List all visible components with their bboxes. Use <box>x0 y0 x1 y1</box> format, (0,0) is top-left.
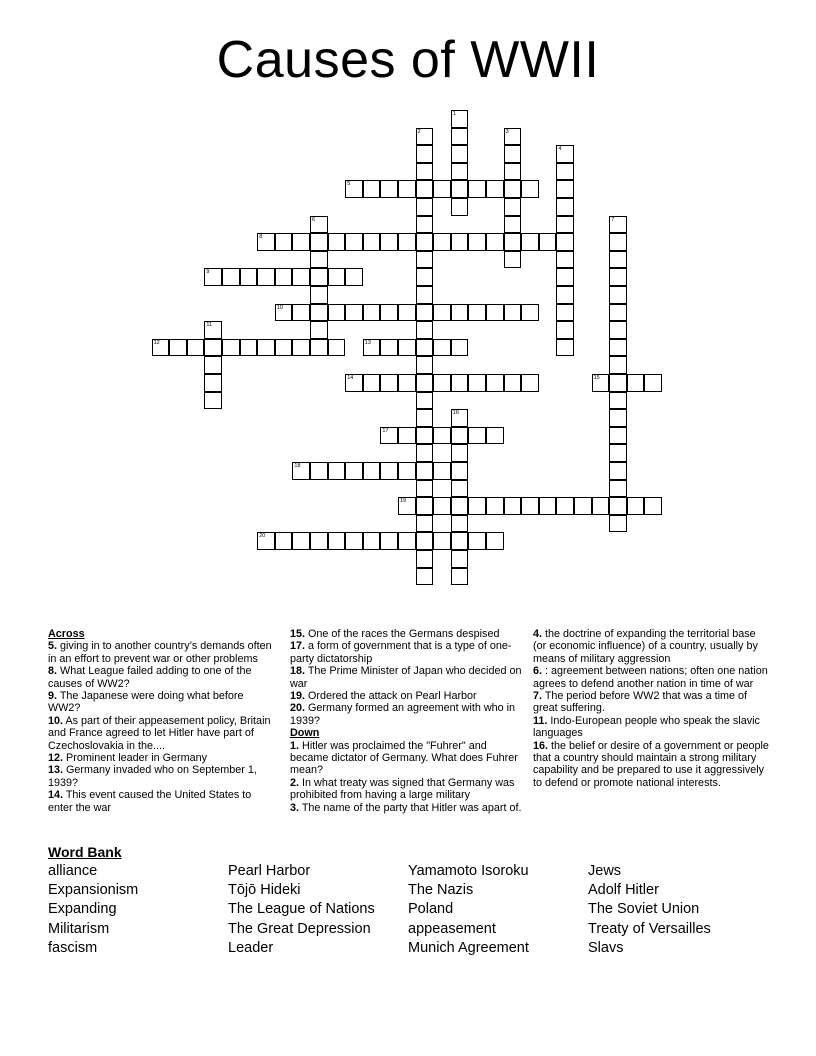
crossword-cell[interactable] <box>556 198 574 216</box>
crossword-cell[interactable] <box>609 427 627 445</box>
word-bank-item: Militarism <box>48 920 110 937</box>
crossword-cell[interactable] <box>433 532 451 550</box>
crossword-cell[interactable] <box>152 339 170 357</box>
crossword-cell[interactable] <box>310 532 328 550</box>
page-title: Causes of WWII <box>216 31 600 89</box>
crossword-cell[interactable] <box>398 462 416 480</box>
crossword-cell[interactable] <box>609 374 627 392</box>
crossword-cell[interactable] <box>451 374 469 392</box>
crossword-cell[interactable] <box>556 286 574 304</box>
crossword-cell[interactable] <box>310 321 328 339</box>
clue-down-1: 1. Hitler was proclaimed the "Fuhrer" and became dictator of Germany. What does Fuhrer mean? <box>290 739 518 777</box>
across-header: Across <box>48 628 85 640</box>
crossword-cell[interactable] <box>609 444 627 462</box>
crossword-cell[interactable] <box>521 497 539 515</box>
crossword-cell[interactable] <box>240 268 258 286</box>
clue-across-10: 10. As part of their appeasement policy, Britain and France agreed to let Hitler have part of Czechoslovakia in the.... <box>48 714 271 752</box>
crossword-cell[interactable] <box>486 497 504 515</box>
crossword-cell[interactable] <box>328 532 346 550</box>
crossword-cell[interactable] <box>416 515 434 533</box>
crossword-cell[interactable] <box>363 374 381 392</box>
crossword-cell[interactable] <box>398 497 416 515</box>
crossword-cell[interactable] <box>380 374 398 392</box>
clue-across-5: 5. giving in to another country’s demands often in an effort to prevent war or other problems <box>48 640 272 665</box>
crossword-cell[interactable] <box>609 356 627 374</box>
crossword-cell[interactable] <box>398 304 416 322</box>
word-bank-item: alliance <box>48 863 98 879</box>
crossword-cell[interactable] <box>275 233 293 251</box>
cell-number: 9 <box>206 269 210 276</box>
crossword-cell[interactable] <box>398 532 416 550</box>
crossword-cell[interactable] <box>416 409 434 427</box>
crossword-cell[interactable] <box>310 304 328 322</box>
crossword-cell[interactable] <box>398 180 416 198</box>
crossword-cell[interactable] <box>504 163 522 181</box>
crossword-cell[interactable] <box>416 251 434 269</box>
crossword-cell[interactable] <box>398 339 416 357</box>
crossword-cell[interactable] <box>556 163 574 181</box>
word-bank-item: Tōjō Hideki <box>228 882 301 899</box>
crossword-cell[interactable] <box>556 180 574 198</box>
crossword-cell[interactable] <box>416 286 434 304</box>
crossword-cell[interactable] <box>416 356 434 374</box>
crossword-cell[interactable] <box>380 304 398 322</box>
cell-number: 6 <box>312 216 316 223</box>
crossword-cell[interactable] <box>468 497 486 515</box>
crossword-cell[interactable] <box>521 180 539 198</box>
crossword-cell[interactable] <box>416 198 434 216</box>
down-header: Down <box>290 727 320 740</box>
crossword-cell[interactable] <box>345 374 363 392</box>
crossword-cell[interactable] <box>521 304 539 322</box>
crossword-cell[interactable] <box>504 145 522 163</box>
crossword-cell[interactable] <box>380 532 398 550</box>
clue-across-19: 19. Ordered the attack on Pearl Harbor <box>290 690 477 703</box>
crossword-cell[interactable] <box>416 462 434 480</box>
crossword-cell[interactable] <box>328 339 346 357</box>
word-bank-item: The Nazis <box>408 882 474 899</box>
cell-number: 16 <box>452 410 459 417</box>
crossword-cell[interactable] <box>240 339 258 357</box>
crossword-cell[interactable] <box>416 233 434 251</box>
crossword-cell[interactable] <box>310 462 328 480</box>
crossword-cell[interactable] <box>451 444 469 462</box>
crossword-cell[interactable] <box>609 480 627 498</box>
crossword-cell[interactable] <box>204 339 222 357</box>
crossword-cell[interactable] <box>468 374 486 392</box>
crossword-cell[interactable] <box>486 427 504 445</box>
crossword-cell[interactable] <box>486 532 504 550</box>
clue-down-16: 16. the belief or desire of a government or people that a country should maintain a strong military capability and be prepared to use it aggressively to defend or promote national interests. <box>533 739 769 789</box>
crossword-cell[interactable] <box>627 497 645 515</box>
crossword-cell[interactable] <box>275 304 293 322</box>
word-bank-item: The Soviet Union <box>588 901 700 918</box>
crossword-cell[interactable] <box>468 427 486 445</box>
crossword-cell[interactable] <box>363 532 381 550</box>
crossword-cell[interactable] <box>609 392 627 410</box>
crossword-cell[interactable] <box>398 233 416 251</box>
crossword-cell[interactable] <box>328 268 346 286</box>
crossword-cell[interactable] <box>204 356 222 374</box>
crossword-cell[interactable] <box>521 233 539 251</box>
crossword-cell[interactable] <box>363 233 381 251</box>
clue-across-18: 18. The Prime Minister of Japan who decided on war <box>290 665 522 690</box>
word-bank-item: Poland <box>408 901 454 918</box>
crossword-cell[interactable] <box>363 339 381 357</box>
cell-number: 19 <box>400 498 407 505</box>
crossword-cell[interactable] <box>468 180 486 198</box>
crossword-cell[interactable] <box>292 339 310 357</box>
word-bank-item: appeasement <box>408 920 496 937</box>
crossword-cell[interactable] <box>451 339 469 357</box>
clue-across-13: 13. Germany invaded who on September 1, 1939? <box>48 764 257 789</box>
crossword-cell[interactable] <box>380 427 398 445</box>
crossword-cell[interactable] <box>468 304 486 322</box>
crossword-cell[interactable] <box>257 532 275 550</box>
word-bank-item: Expansionism <box>48 882 139 899</box>
word-bank-item: The League of Nations <box>228 901 375 918</box>
crossword-cell[interactable] <box>345 268 363 286</box>
crossword-cell[interactable] <box>275 339 293 357</box>
crossword-cell[interactable] <box>539 497 557 515</box>
crossword-cell[interactable] <box>204 392 222 410</box>
crossword-cell[interactable] <box>609 233 627 251</box>
crossword-cell[interactable] <box>292 233 310 251</box>
crossword-cell[interactable] <box>504 216 522 234</box>
clue-across-15: 15. One of the races the Germans despised <box>290 628 500 640</box>
crossword-cell[interactable] <box>592 374 610 392</box>
crossword-cell[interactable] <box>433 427 451 445</box>
crossword-cell[interactable] <box>416 480 434 498</box>
crossword-cell[interactable] <box>416 497 434 515</box>
crossword-cell[interactable] <box>257 233 275 251</box>
crossword-cell[interactable] <box>451 145 469 163</box>
crossword-cell[interactable] <box>592 497 610 515</box>
cell-number: 5 <box>347 181 351 188</box>
crossword-cell[interactable] <box>398 427 416 445</box>
cell-number: 20 <box>259 533 266 540</box>
crossword-cell[interactable] <box>521 374 539 392</box>
crossword-cell[interactable] <box>257 339 275 357</box>
crossword-cell[interactable] <box>644 497 662 515</box>
crossword-cell[interactable] <box>416 321 434 339</box>
crossword-cell[interactable] <box>504 180 522 198</box>
cell-number: 3 <box>505 128 509 135</box>
crossword-cell[interactable] <box>416 339 434 357</box>
crossword-cell[interactable] <box>416 550 434 568</box>
crossword-cell[interactable] <box>556 233 574 251</box>
crossword-cell[interactable] <box>451 462 469 480</box>
crossword-cell[interactable] <box>222 268 240 286</box>
crossword-cell[interactable] <box>556 145 574 163</box>
word-bank-title: Word Bank <box>48 844 122 860</box>
crossword-cell[interactable] <box>556 497 574 515</box>
crossword-cell[interactable] <box>556 339 574 357</box>
clue-across-14: 14. This event caused the United States to enter the war <box>48 789 252 814</box>
crossword-cell[interactable] <box>310 216 328 234</box>
crossword-cell[interactable] <box>363 304 381 322</box>
crossword-cell[interactable] <box>416 427 434 445</box>
crossword-cell[interactable] <box>345 233 363 251</box>
crossword-cell[interactable] <box>416 180 434 198</box>
crossword-cell[interactable] <box>204 268 222 286</box>
crossword-cell[interactable] <box>609 268 627 286</box>
crossword-cell[interactable] <box>433 233 451 251</box>
crossword-cell[interactable] <box>292 268 310 286</box>
word-bank-item: Jews <box>588 863 622 879</box>
crossword-cell[interactable] <box>433 374 451 392</box>
crossword-cell[interactable] <box>451 304 469 322</box>
crossword-cell[interactable] <box>380 180 398 198</box>
crossword-cell[interactable] <box>433 462 451 480</box>
word-bank-column-4 <box>588 862 711 958</box>
clues-column-1 <box>48 628 276 814</box>
crossword-cell[interactable] <box>451 198 469 216</box>
crossword-cell[interactable] <box>398 374 416 392</box>
crossword-cell[interactable] <box>451 532 469 550</box>
word-bank-column-3 <box>408 862 529 958</box>
crossword-cell[interactable] <box>451 497 469 515</box>
word-bank-item: Treaty of Versailles <box>588 920 711 937</box>
crossword-cell[interactable] <box>644 374 662 392</box>
crossword-cell[interactable] <box>363 462 381 480</box>
clues-column-2 <box>290 628 522 814</box>
crossword-cell[interactable] <box>609 251 627 269</box>
crossword-cell[interactable] <box>504 497 522 515</box>
crossword-cell[interactable] <box>416 216 434 234</box>
word-bank-item: Munich Agreement <box>408 939 529 956</box>
crossword-cell[interactable] <box>451 163 469 181</box>
clue-down-3: 3. The name of the party that Hitler was apart of. <box>290 801 522 814</box>
crossword-cell[interactable] <box>609 515 627 533</box>
crossword-cell[interactable] <box>416 304 434 322</box>
clue-across-8: 8. What League failed adding to one of the causes of WW2? <box>48 665 252 690</box>
crossword-cell[interactable] <box>609 216 627 234</box>
crossword-cell[interactable] <box>556 216 574 234</box>
crossword-cell[interactable] <box>609 321 627 339</box>
crossword-cell[interactable] <box>204 374 222 392</box>
crossword-cell[interactable] <box>556 321 574 339</box>
crossword-cell[interactable] <box>380 462 398 480</box>
cell-number: 10 <box>276 304 283 311</box>
crossword-cell[interactable] <box>416 568 434 586</box>
crossword-cell[interactable] <box>539 233 557 251</box>
word-bank-item: Pearl Harbor <box>228 863 311 879</box>
crossword-cell[interactable] <box>345 304 363 322</box>
crossword-cell[interactable] <box>169 339 187 357</box>
crossword-cell[interactable] <box>504 198 522 216</box>
clue-down-6: 6. : agreement between nations; often one nation agrees to defend another nation in time of war <box>533 665 768 690</box>
crossword-cell[interactable] <box>468 532 486 550</box>
crossword-cell[interactable] <box>451 110 469 128</box>
cell-number: 17 <box>382 427 389 434</box>
clue-across-12: 12. Prominent leader in Germany <box>48 752 208 765</box>
crossword-cell[interactable] <box>451 550 469 568</box>
crossword-cell[interactable] <box>433 339 451 357</box>
clues-column-3 <box>533 628 769 789</box>
crossword-cell[interactable] <box>556 268 574 286</box>
crossword-cell[interactable] <box>486 374 504 392</box>
crossword-cell[interactable] <box>275 532 293 550</box>
crossword-cell[interactable] <box>187 339 205 357</box>
cell-number: 12 <box>153 339 160 346</box>
crossword-cell[interactable] <box>468 233 486 251</box>
crossword-cell[interactable] <box>204 321 222 339</box>
crossword-cell[interactable] <box>433 180 451 198</box>
crossword-cell[interactable] <box>292 532 310 550</box>
crossword-cell[interactable] <box>416 145 434 163</box>
crossword-cell[interactable] <box>486 233 504 251</box>
crossword-cell[interactable] <box>486 304 504 322</box>
crossword-cell[interactable] <box>310 286 328 304</box>
crossword-cell[interactable] <box>345 532 363 550</box>
crossword-cell[interactable] <box>556 304 574 322</box>
crossword-cell[interactable] <box>609 497 627 515</box>
crossword-cell[interactable] <box>416 392 434 410</box>
crossword-cell[interactable] <box>275 268 293 286</box>
crossword-cell[interactable] <box>433 304 451 322</box>
clue-across-17: 17. a form of government that is a type of one-party dictatorship <box>290 640 512 665</box>
crossword-cell[interactable] <box>328 233 346 251</box>
crossword-cell[interactable] <box>451 180 469 198</box>
crossword-cell[interactable] <box>345 180 363 198</box>
crossword-cell[interactable] <box>310 233 328 251</box>
crossword-cell[interactable] <box>416 128 434 146</box>
crossword-cell[interactable] <box>609 462 627 480</box>
crossword-cell[interactable] <box>451 568 469 586</box>
cell-number: 8 <box>259 234 263 241</box>
crossword-cell[interactable] <box>328 462 346 480</box>
word-bank-item: Slavs <box>588 939 624 956</box>
crossword-cell[interactable] <box>257 268 275 286</box>
word-bank-item: Expanding <box>48 901 117 918</box>
clue-down-2: 2. In what treaty was signed that Germany was prohibited from having a large military <box>290 776 515 802</box>
crossword-cell[interactable] <box>609 304 627 322</box>
cell-number: 4 <box>558 146 562 153</box>
cell-number: 11 <box>206 322 213 329</box>
crossword-cell[interactable] <box>627 374 645 392</box>
crossword-cell[interactable] <box>292 462 310 480</box>
clue-across-20: 20. Germany formed an agreement with who in 1939? <box>290 702 516 727</box>
clue-down-7: 7. The period before WW2 that was a time of great suffering. <box>533 690 748 715</box>
crossword-cell[interactable] <box>504 251 522 269</box>
crossword-cell[interactable] <box>504 374 522 392</box>
crossword-cell[interactable] <box>310 268 328 286</box>
crossword-cell[interactable] <box>416 532 434 550</box>
word-bank-item: The Great Depression <box>228 920 371 937</box>
crossword-cell[interactable] <box>504 304 522 322</box>
clue-down-11: 11. Indo-European people who speak the slavic languages <box>533 714 760 740</box>
crossword-cell[interactable] <box>380 233 398 251</box>
cell-number: 13 <box>364 339 371 346</box>
cell-number: 18 <box>294 463 301 469</box>
crossword-cell[interactable] <box>556 251 574 269</box>
cell-number: 14 <box>347 375 354 381</box>
crossword-cell[interactable] <box>380 339 398 357</box>
crossword-cell[interactable] <box>609 339 627 357</box>
clue-down-4: 4. the doctrine of expanding the territorial base (or economic influence) of a country, usually by means of military aggression <box>533 628 758 665</box>
crossword-cell[interactable] <box>451 515 469 533</box>
cell-number: 15 <box>593 375 600 381</box>
word-bank-item: Yamamoto Isoroku <box>408 863 529 879</box>
crossword-cell[interactable] <box>451 128 469 146</box>
crossword-cell[interactable] <box>416 268 434 286</box>
word-bank-item: Adolf Hitler <box>588 882 659 899</box>
crossword-cell[interactable] <box>451 427 469 445</box>
crossword-cell[interactable] <box>416 444 434 462</box>
word-bank-item: Leader <box>228 939 274 956</box>
cell-number: 7 <box>611 216 615 223</box>
crossword-cell[interactable] <box>609 409 627 427</box>
crossword-cell[interactable] <box>504 128 522 146</box>
crossword-cell[interactable] <box>433 497 451 515</box>
crossword-cell[interactable] <box>451 480 469 498</box>
crossword-cell[interactable] <box>416 163 434 181</box>
crossword-cell[interactable] <box>292 304 310 322</box>
crossword-cell[interactable] <box>451 233 469 251</box>
crossword-cell[interactable] <box>345 462 363 480</box>
crossword-cell[interactable] <box>222 339 240 357</box>
cell-number: 1 <box>452 111 456 117</box>
crossword-cell[interactable] <box>328 304 346 322</box>
crossword-cell[interactable] <box>486 180 504 198</box>
cell-number: 2 <box>417 128 421 135</box>
word-bank-column-2 <box>228 862 375 958</box>
crossword-cell[interactable] <box>363 180 381 198</box>
crossword-cell[interactable] <box>416 374 434 392</box>
word-bank-item: fascism <box>48 939 98 956</box>
crossword-cell[interactable] <box>451 409 469 427</box>
crossword-cell[interactable] <box>310 339 328 357</box>
crossword-cell[interactable] <box>310 251 328 269</box>
word-bank-column-1 <box>48 862 138 958</box>
crossword-cell[interactable] <box>504 233 522 251</box>
clue-across-9: 9. The Japanese were doing what before WW2? <box>48 690 244 715</box>
crossword-cell[interactable] <box>574 497 592 515</box>
crossword-cell[interactable] <box>609 286 627 304</box>
